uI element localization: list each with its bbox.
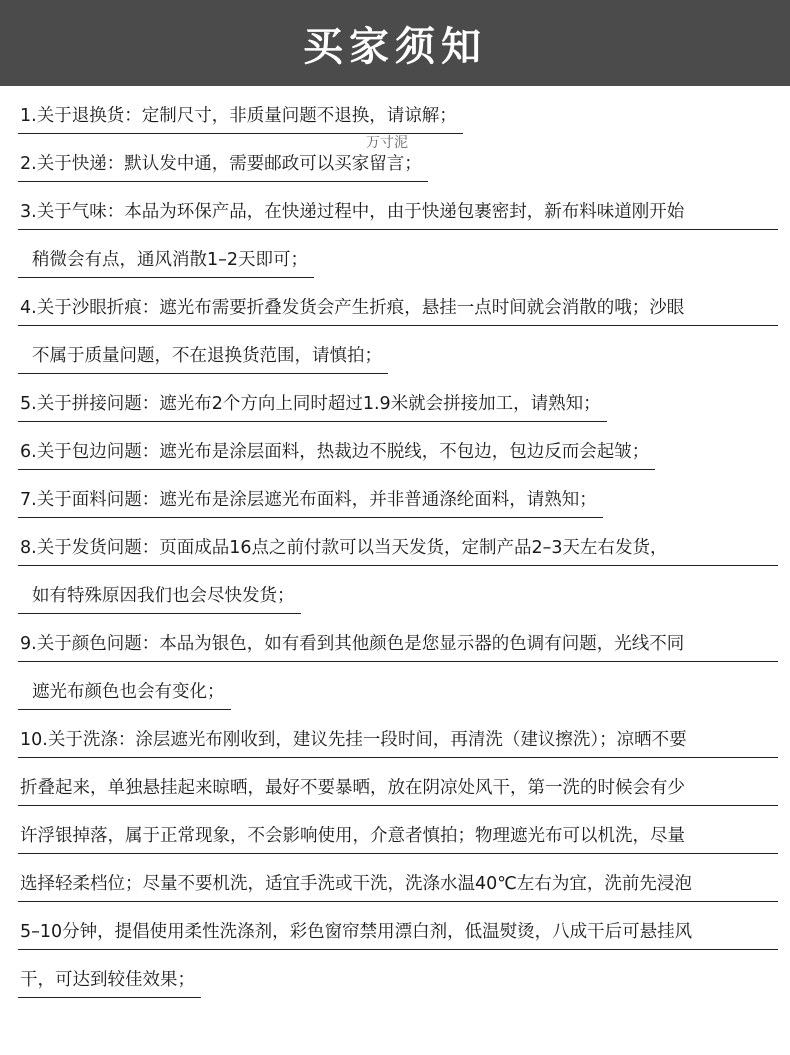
- notice-line: 5.关于拼接问题：遮光布2个方向上同时超过1.9米就会拼接加工，请熟知；: [18, 393, 607, 422]
- notice-line: 许浮银掉落，属于正常现象，不会影响使用，介意者慎拍；物理遮光布可以机洗，尽量: [18, 825, 778, 854]
- notice-line: 5–10分钟，提倡使用柔性洗涤剂，彩色窗帘禁用漂白剂，低温熨烫，八成干后可悬挂风: [18, 921, 778, 950]
- page-header: [0, 0, 790, 86]
- notice-line: 4.关于沙眼折痕：遮光布需要折叠发货会产生折痕，悬挂一点时间就会消散的哦；沙眼: [18, 297, 778, 326]
- notice-line: 2.关于快递：默认发中通，需要邮政可以买家留言；: [18, 153, 428, 182]
- notice-line: 稍微会有点，通风消散1–2天即可；: [18, 249, 314, 278]
- notice-line: 3.关于气味：本品为环保产品，在快递过程中，由于快递包裹密封，新布料味道刚开始: [18, 201, 778, 230]
- page-title: 买家须知: [303, 23, 487, 70]
- notice-line: 7.关于面料问题：遮光布是涂层遮光布面料，并非普通涤纶面料，请熟知；: [18, 489, 603, 518]
- notice-line: 9.关于颜色问题：本品为银色，如有看到其他颜色是您显示器的色调有问题，光线不同: [18, 633, 778, 662]
- watermark: 万寸泥: [366, 135, 408, 151]
- notice-line: 8.关于发货问题：页面成品16点之前付款可以当天发货，定制产品2–3天左右发货，: [18, 537, 778, 566]
- notice-line: 干，可达到较佳效果；: [18, 969, 201, 998]
- notice-line: 折叠起来，单独悬挂起来晾晒，最好不要暴晒，放在阴凉处风干，第一洗的时候会有少: [18, 777, 778, 806]
- notice-list: [18, 86, 778, 998]
- notice-line: 1.关于退换货：定制尺寸，非质量问题不退换，请谅解；: [18, 105, 463, 134]
- notice-line: 如有特殊原因我们也会尽快发货；: [18, 585, 301, 614]
- notice-line: 不属于质量问题，不在退换货范围，请慎拍；: [18, 345, 388, 374]
- notice-line: 选择轻柔档位；尽量不要机洗，适宜手洗或干洗，洗涤水温40℃左右为宜，洗前先浸泡: [18, 873, 778, 902]
- notice-line: 遮光布颜色也会有变化；: [18, 681, 231, 710]
- notice-line: 10.关于洗涤：涂层遮光布刚收到，建议先挂一段时间，再清洗（建议擦洗）；凉晒不要: [18, 729, 778, 758]
- notice-line: 6.关于包边问题：遮光布是涂层面料，热裁边不脱线，不包边，包边反而会起皱；: [18, 441, 655, 470]
